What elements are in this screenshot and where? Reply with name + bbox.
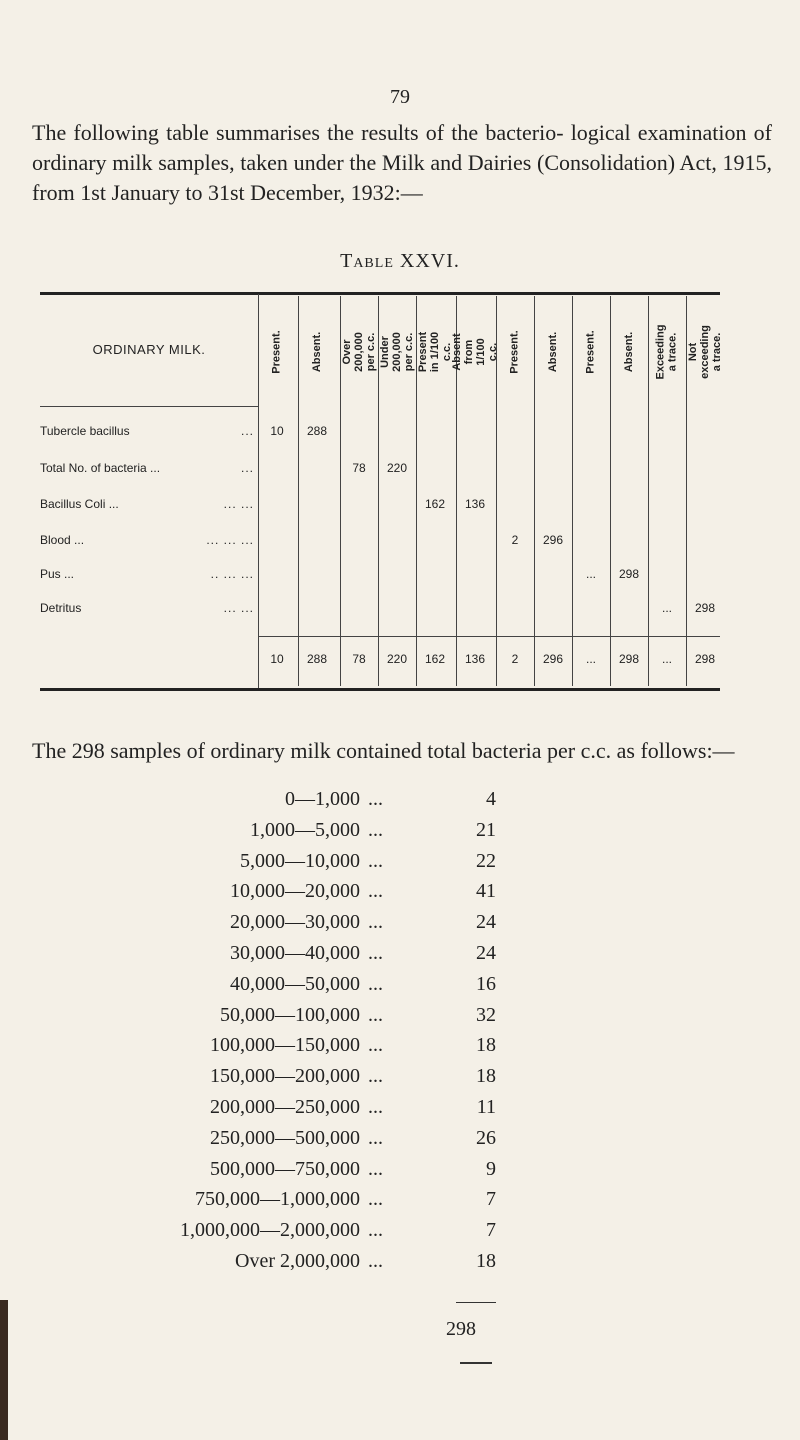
table-bottom-rule xyxy=(40,688,720,691)
table-cell: 298 xyxy=(694,601,716,615)
total-cell: ... xyxy=(661,652,672,666)
frequency-row xyxy=(100,819,520,849)
total-cell: 296 xyxy=(542,652,564,666)
column-header-label: Absent. xyxy=(547,331,559,373)
frequency-range: 1,000—5,000 xyxy=(250,818,360,841)
total-cell: ... xyxy=(585,652,596,666)
table-cell: ... xyxy=(661,601,672,615)
total-cell: 220 xyxy=(386,652,408,666)
column-header xyxy=(258,298,296,406)
table-top-rule xyxy=(40,292,720,295)
frequency-count: 24 xyxy=(476,911,496,934)
frequency-dots: ... xyxy=(368,1034,383,1057)
column-header xyxy=(340,298,378,406)
frequency-dots: ... xyxy=(368,1188,383,1211)
frequency-row xyxy=(100,911,520,941)
frequency-row xyxy=(100,1158,520,1188)
frequency-row xyxy=(100,1250,520,1280)
table-cell: 2 xyxy=(511,533,519,547)
frequency-range: 40,000—50,000 xyxy=(230,972,360,995)
total-double-rule xyxy=(460,1362,492,1364)
frequency-count: 41 xyxy=(476,880,496,903)
frequency-count: 32 xyxy=(476,1003,496,1026)
page-edge-mark xyxy=(0,1300,8,1440)
table-cell: 162 xyxy=(424,497,446,511)
frequency-dots: ... xyxy=(368,1219,383,1242)
frequency-count: 21 xyxy=(476,818,496,841)
frequency-row xyxy=(100,850,520,880)
frequency-dots: ... xyxy=(368,849,383,872)
frequency-dots: ... xyxy=(368,942,383,964)
column-header-label: Over 200,000 per c.c. xyxy=(341,332,377,372)
column-header-label: Not exceeding a trace. xyxy=(687,325,724,379)
frequency-range: 500,000—750,000 xyxy=(210,1157,360,1180)
column-header xyxy=(534,298,572,406)
frequency-range: 100,000—150,000 xyxy=(210,1034,360,1057)
frequency-range: 250,000—500,000 xyxy=(210,1126,360,1149)
column-header-label: Exceeding a trace. xyxy=(655,324,679,380)
row-label-dots: .. ... ... xyxy=(210,567,254,581)
totals-rule xyxy=(258,636,720,637)
table-cell: 78 xyxy=(352,461,366,475)
total-cell: 136 xyxy=(464,652,486,666)
frequency-dots: ... xyxy=(368,880,383,903)
row-label-dots: ... ... xyxy=(223,601,254,615)
frequency-range: 30,000—40,000 xyxy=(230,942,360,964)
column-header xyxy=(572,298,610,406)
frequency-row xyxy=(100,1188,520,1218)
row-label-dots: ... xyxy=(240,424,254,438)
frequency-range: 150,000—200,000 xyxy=(210,1065,360,1088)
row-label-text: Tubercle bacillus xyxy=(40,424,130,438)
row-header: ORDINARY MILK. xyxy=(92,342,206,357)
intro-paragraph: The following table summarises the results of the bacterio- logical examination of ordinary milk samples, taken under the Milk and Dairies (Consolidation) Act, 1915, from 1st January to 31st December, 1932:— xyxy=(32,120,772,205)
frequency-row xyxy=(100,880,520,910)
total-cell: 298 xyxy=(694,652,716,666)
frequency-count: 26 xyxy=(476,1126,496,1149)
frequency-range: 20,000—30,000 xyxy=(230,911,360,934)
frequency-row xyxy=(100,1127,520,1157)
column-header xyxy=(648,298,686,406)
column-header-label: Absent. xyxy=(623,331,635,373)
frequency-dots: ... xyxy=(368,818,383,841)
column-header xyxy=(686,298,724,406)
frequency-row xyxy=(100,1065,520,1095)
column-header-label: Present. xyxy=(271,330,284,374)
row-label xyxy=(40,424,258,440)
frequency-range: 1,000,000—2,000,000 xyxy=(180,1219,360,1242)
frequency-count: 9 xyxy=(486,1157,496,1180)
frequency-dots: ... xyxy=(368,1003,383,1026)
total-cell: 78 xyxy=(352,652,366,666)
column-header xyxy=(298,298,336,406)
frequency-dots: ... xyxy=(368,1250,383,1272)
frequency-total: 298 xyxy=(446,1318,476,1340)
frequency-range: 0—1,000 xyxy=(285,788,360,810)
column-header-label: Present. xyxy=(585,330,598,374)
row-label-dots: ... ... xyxy=(223,497,254,511)
column-header xyxy=(451,298,499,406)
table-title: Table XXVI. xyxy=(340,250,460,272)
frequency-count: 18 xyxy=(476,1250,496,1272)
frequency-count: 7 xyxy=(486,1219,496,1242)
column-header xyxy=(496,298,534,406)
frequency-range: 5,000—10,000 xyxy=(240,849,360,872)
row-label-text: Total No. of bacteria ... xyxy=(40,461,161,475)
frequency-dots: ... xyxy=(368,911,383,934)
column-header-label: Present in 1/100 c.c. xyxy=(417,331,454,373)
frequency-dots: ... xyxy=(368,1065,383,1088)
table-cell: 298 xyxy=(618,567,640,581)
frequency-dots: ... xyxy=(368,972,383,995)
table-cell: 10 xyxy=(270,424,284,438)
total-cell: 2 xyxy=(511,652,519,666)
row-label xyxy=(40,533,258,549)
row-label xyxy=(40,567,258,583)
frequency-dots: ... xyxy=(368,1126,383,1149)
column-header xyxy=(378,298,416,406)
frequency-count: 4 xyxy=(486,788,496,810)
frequency-range: Over 2,000,000 xyxy=(235,1250,360,1272)
row-label-text: Bacillus Coli ... xyxy=(40,497,119,511)
page-number: 79 xyxy=(390,86,410,108)
column-header-label: Present. xyxy=(509,330,522,374)
frequency-count: 16 xyxy=(476,972,496,995)
row-label xyxy=(40,461,258,477)
frequency-row xyxy=(100,788,520,818)
frequency-count: 22 xyxy=(476,849,496,872)
frequency-count: 18 xyxy=(476,1065,496,1088)
row-label-text: Pus ... xyxy=(40,567,75,581)
frequency-dots: ... xyxy=(368,1157,383,1180)
total-rule xyxy=(456,1302,496,1303)
frequency-row xyxy=(100,1219,520,1249)
table-cell: 136 xyxy=(464,497,486,511)
row-label-text: Blood ... xyxy=(40,533,85,547)
frequency-count: 24 xyxy=(476,942,496,964)
frequency-count: 7 xyxy=(486,1188,496,1211)
header-underline xyxy=(40,406,258,407)
total-cell: 298 xyxy=(618,652,640,666)
frequency-intro: The 298 samples of ordinary milk contained total bacteria per c.c. as follows:— xyxy=(32,738,735,763)
frequency-count: 18 xyxy=(476,1034,496,1057)
frequency-range: 10,000—20,000 xyxy=(230,880,360,903)
total-cell: 288 xyxy=(306,652,328,666)
frequency-row xyxy=(100,1004,520,1034)
frequency-range: 750,000—1,000,000 xyxy=(195,1188,360,1211)
column-header-label: Absent. xyxy=(311,331,323,373)
table-cell: ... xyxy=(585,567,596,581)
row-label xyxy=(40,497,258,513)
frequency-dots: ... xyxy=(368,1096,383,1118)
row-label-dots: ... xyxy=(240,461,254,475)
table-cell: 220 xyxy=(386,461,408,475)
frequency-row xyxy=(100,1034,520,1064)
frequency-row xyxy=(100,1096,520,1126)
column-header xyxy=(416,298,454,406)
column-header-label: Absent from 1/100 c.c. xyxy=(451,333,499,371)
frequency-dots: ... xyxy=(368,788,383,810)
frequency-range: 50,000—100,000 xyxy=(220,1003,360,1026)
row-label-text: Detritus xyxy=(40,601,82,615)
frequency-row xyxy=(100,973,520,1003)
frequency-row xyxy=(100,942,520,972)
column-header-label: Under 200,000 per c.c. xyxy=(379,332,416,372)
total-cell: 162 xyxy=(424,652,446,666)
frequency-count: 11 xyxy=(476,1096,496,1118)
table-cell: 296 xyxy=(542,533,564,547)
total-cell: 10 xyxy=(270,652,284,666)
table-cell: 288 xyxy=(306,424,328,438)
row-label-dots: ... ... ... xyxy=(206,533,254,547)
frequency-range: 200,000—250,000 xyxy=(210,1096,360,1118)
row-label xyxy=(40,601,258,617)
column-header xyxy=(610,298,648,406)
